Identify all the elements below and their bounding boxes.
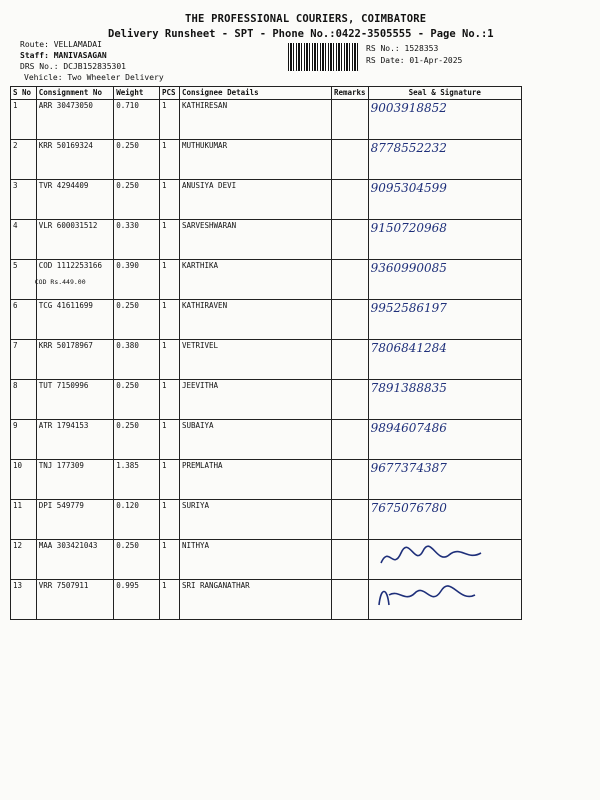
row-consignee: KATHIRESAN — [179, 100, 331, 140]
row-consignee: PREMLATHA — [179, 460, 331, 500]
row-consignee: SUBAIYA — [179, 420, 331, 460]
row-consignment: ATR 1794153 — [36, 420, 114, 460]
row-remarks — [331, 380, 368, 420]
col-weight: Weight — [114, 87, 160, 100]
row-pcs: 1 — [159, 260, 179, 300]
row-signature: 9894607486 — [368, 420, 521, 460]
row-sno: 6 — [11, 300, 37, 340]
signature-scribble-icon — [371, 541, 491, 569]
vehicle-line — [24, 73, 164, 82]
table-row — [11, 180, 522, 220]
row-signature: 9952586197 — [368, 300, 521, 340]
row-sno: 13 — [11, 580, 37, 620]
col-consignee: Consignee Details — [179, 87, 331, 100]
row-signature: 9360990085 — [368, 260, 521, 300]
row-weight: 0.710 — [114, 100, 160, 140]
row-pcs: 1 — [159, 180, 179, 220]
row-remarks — [331, 580, 368, 620]
vehicle-label: Vehicle: — [24, 73, 63, 82]
row-pcs: 1 — [159, 580, 179, 620]
staff-label: Staff: — [20, 51, 49, 60]
row-consignment: DPI 549779 — [36, 500, 114, 540]
row-weight: 0.250 — [114, 140, 160, 180]
row-pcs: 1 — [159, 340, 179, 380]
row-consignment: TUT 7150996 — [36, 380, 114, 420]
row-signature: 9150720968 — [368, 220, 521, 260]
row-consignment: VLR 600031512 — [36, 220, 114, 260]
row-weight: 0.120 — [114, 500, 160, 540]
row-sno: 8 — [11, 380, 37, 420]
route-value: VELLAMADAI — [53, 40, 102, 49]
row-remarks — [331, 100, 368, 140]
row-sno: 1 — [11, 100, 37, 140]
row-signature — [368, 540, 521, 580]
table-header-row — [11, 87, 522, 100]
staff-value: MANIVASAGAN — [53, 51, 107, 60]
row-sno: 12 — [11, 540, 37, 580]
row-sno: 9 — [11, 420, 37, 460]
row-consignment: KRR 50178967 — [36, 340, 114, 380]
runsheet-table — [10, 86, 522, 620]
row-signature — [368, 580, 521, 620]
runsheet-subtitle: Delivery Runsheet - SPT - Phone No.:0422-3505555 - Page No.:1 — [108, 28, 494, 40]
row-weight: 0.250 — [114, 420, 160, 460]
table-row — [11, 260, 522, 300]
table-row — [11, 580, 522, 620]
row-consignment: ARR 30473050 — [36, 100, 114, 140]
row-sno: 5 — [11, 260, 37, 300]
row-consignee: NITHYA — [179, 540, 331, 580]
row-weight: 0.250 — [114, 180, 160, 220]
col-signature: Seal & Signature — [368, 87, 521, 100]
drs-label: DRS No.: — [20, 62, 59, 71]
table-row — [11, 460, 522, 500]
row-consignment: MAA 303421043 — [36, 540, 114, 580]
row-weight: 0.250 — [114, 540, 160, 580]
row-consignment: TVR 4294409 — [36, 180, 114, 220]
row-consignment-cell — [36, 260, 114, 300]
staff-line — [20, 51, 107, 60]
row-remarks — [331, 500, 368, 540]
vehicle-value: Two Wheeler Delivery — [67, 73, 164, 82]
row-signature: 8778552232 — [368, 140, 521, 180]
row-sno: 7 — [11, 340, 37, 380]
row-signature: 7891388835 — [368, 380, 521, 420]
row-remarks — [331, 460, 368, 500]
row-sno: 10 — [11, 460, 37, 500]
row-remarks — [331, 300, 368, 340]
col-pcs: PCS — [159, 87, 179, 100]
route-line — [20, 40, 102, 49]
cod-amount: COD Rs.449.00 — [34, 278, 86, 286]
table-row — [11, 220, 522, 260]
signature-scribble-icon — [371, 581, 491, 609]
row-weight: 0.250 — [114, 380, 160, 420]
row-remarks — [331, 140, 368, 180]
table-row — [11, 500, 522, 540]
drs-value: DCJB152835301 — [63, 62, 126, 71]
row-sno: 4 — [11, 220, 37, 260]
table-row — [11, 100, 522, 140]
row-pcs: 1 — [159, 460, 179, 500]
row-consignment: TCG 41611699 — [36, 300, 114, 340]
row-consignment: VRR 7507911 — [36, 580, 114, 620]
company-title: THE PROFESSIONAL COURIERS, COIMBATORE — [185, 13, 427, 25]
row-signature: 7806841284 — [368, 340, 521, 380]
row-consignee: VETRIVEL — [179, 340, 331, 380]
row-consignee: JEEVITHA — [179, 380, 331, 420]
col-consignment: Consignment No — [36, 87, 114, 100]
row-pcs: 1 — [159, 380, 179, 420]
row-consignment: TNJ 177309 — [36, 460, 114, 500]
row-pcs: 1 — [159, 140, 179, 180]
rs-no-value: 1528353 — [404, 44, 439, 53]
row-consignee: KATHIRAVEN — [179, 300, 331, 340]
row-pcs: 1 — [159, 220, 179, 260]
row-pcs: 1 — [159, 100, 179, 140]
table-row — [11, 380, 522, 420]
col-remarks: Remarks — [331, 87, 368, 100]
row-weight: 0.250 — [114, 300, 160, 340]
row-sno: 11 — [11, 500, 37, 540]
table-row — [11, 540, 522, 580]
table-row — [11, 140, 522, 180]
col-sno: S No — [11, 87, 37, 100]
table-row — [11, 300, 522, 340]
rs-date-label: RS Date: — [366, 56, 405, 65]
row-sno: 3 — [11, 180, 37, 220]
row-consignee: SURIYA — [179, 500, 331, 540]
rs-date-value: 01-Apr-2025 — [409, 56, 463, 65]
drs-line — [20, 62, 126, 71]
table-row — [11, 420, 522, 460]
row-signature: 7675076780 — [368, 500, 521, 540]
row-signature: 9677374387 — [368, 460, 521, 500]
row-consignee: SRI RANGANATHAR — [179, 580, 331, 620]
row-pcs: 1 — [159, 500, 179, 540]
row-pcs: 1 — [159, 300, 179, 340]
row-pcs: 1 — [159, 420, 179, 460]
row-weight: 0.390 — [114, 260, 160, 300]
rs-no-label: RS No.: — [366, 44, 400, 53]
row-consignee: MUTHUKUMAR — [179, 140, 331, 180]
table-row — [11, 340, 522, 380]
row-signature: 9095304599 — [368, 180, 521, 220]
row-remarks — [331, 180, 368, 220]
rs-date-line — [366, 56, 462, 65]
barcode-icon — [288, 43, 358, 71]
row-consignee: KARTHIKA — [179, 260, 331, 300]
row-weight: 1.385 — [114, 460, 160, 500]
row-weight: 0.995 — [114, 580, 160, 620]
row-remarks — [331, 540, 368, 580]
row-remarks — [331, 420, 368, 460]
row-remarks — [331, 220, 368, 260]
row-pcs: 1 — [159, 540, 179, 580]
route-label: Route: — [20, 40, 49, 49]
row-remarks — [331, 340, 368, 380]
row-weight: 0.330 — [114, 220, 160, 260]
row-consignee: ANUSIYA DEVI — [179, 180, 331, 220]
row-consignee: SARVESHWARAN — [179, 220, 331, 260]
row-sno: 2 — [11, 140, 37, 180]
row-consignment: COD 1112253166 — [38, 261, 102, 270]
row-weight: 0.380 — [114, 340, 160, 380]
row-signature: 9003918852 — [368, 100, 521, 140]
row-consignment: KRR 50169324 — [36, 140, 114, 180]
rs-no-line — [366, 44, 438, 53]
row-remarks — [331, 260, 368, 300]
